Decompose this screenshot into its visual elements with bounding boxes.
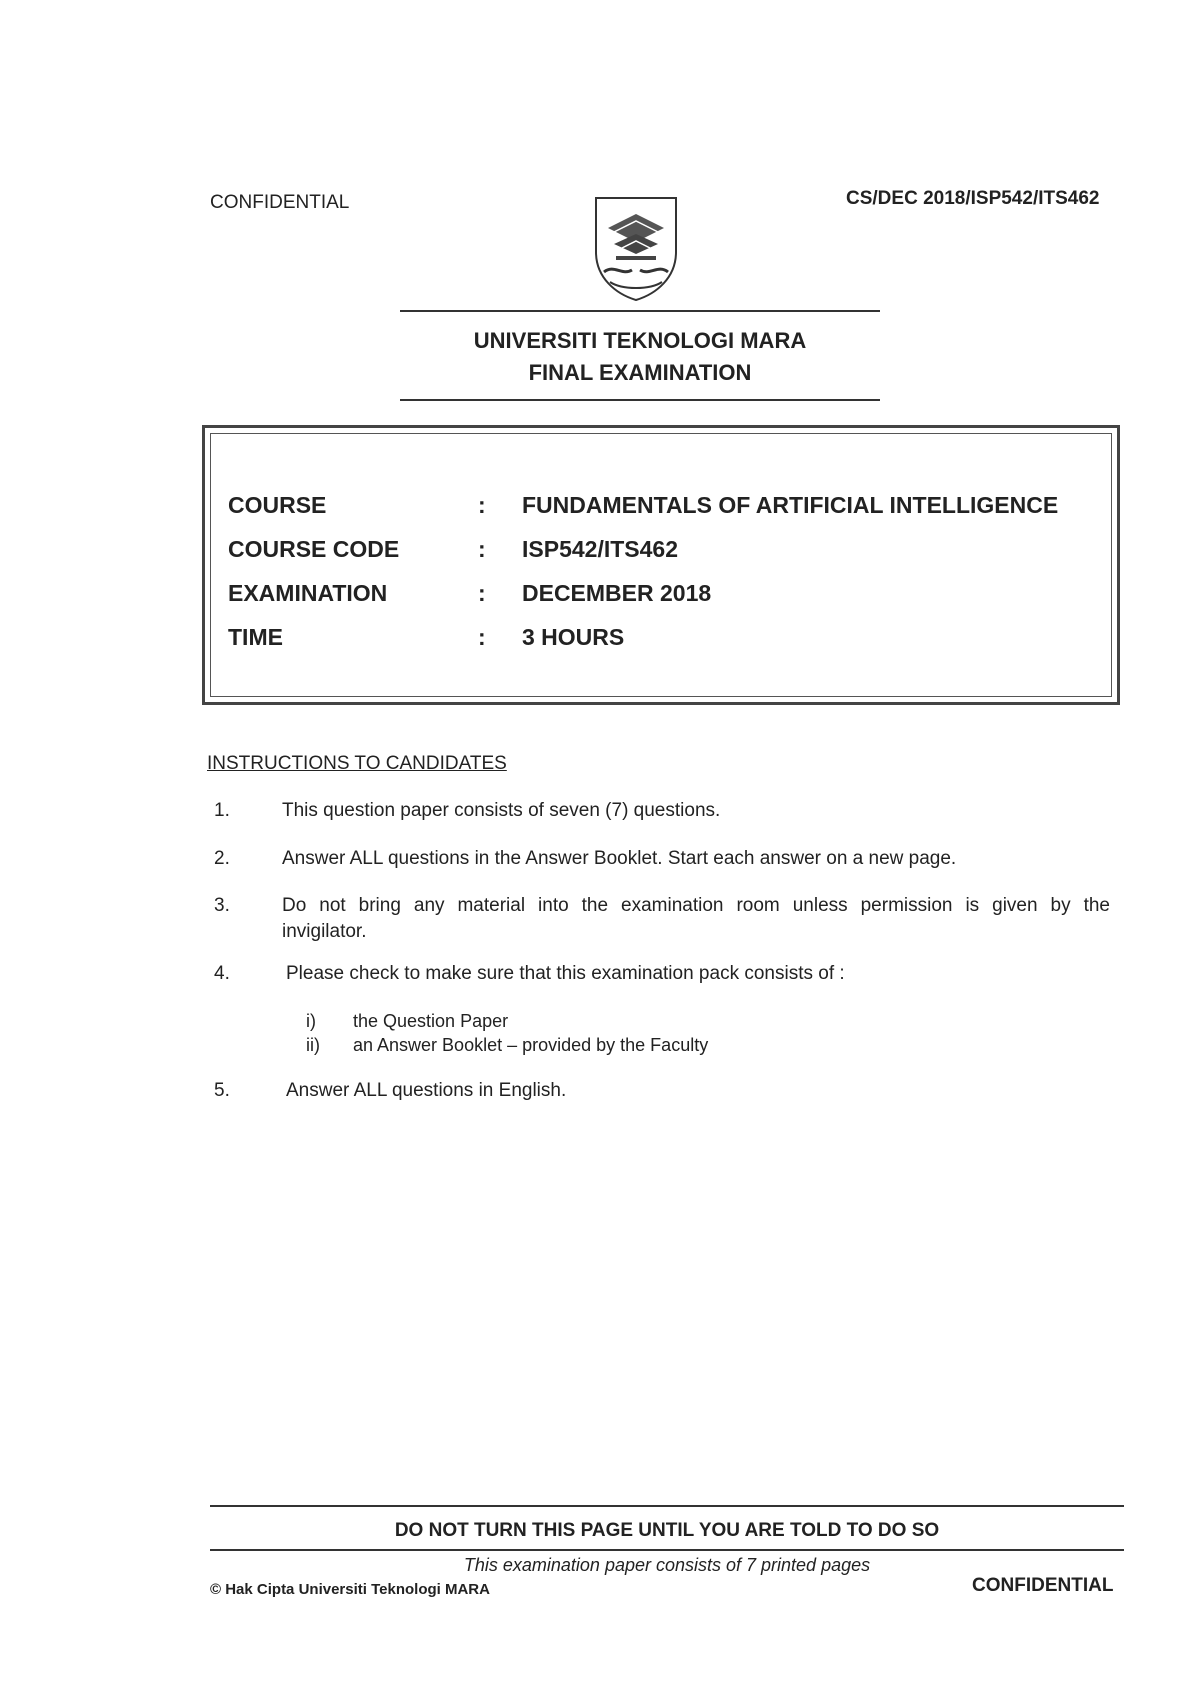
instruction-text: Answer ALL questions in English. (286, 1080, 567, 1101)
paper-code: CS/DEC 2018/ISP542/ITS462 (846, 188, 1100, 209)
university-crest-icon (592, 194, 680, 302)
footer-rule-top (210, 1505, 1124, 1507)
do-not-turn-warning: DO NOT TURN THIS PAGE UNTIL YOU ARE TOLD TO DO SO (394, 1520, 940, 1541)
course-label: COURSE (228, 492, 327, 518)
instruction-text: This question paper consists of seven (7) questions. (282, 800, 721, 821)
sub-item-number: i) (306, 1011, 316, 1031)
instruction-number: 3. (214, 895, 230, 916)
university-name: UNIVERSITI TEKNOLOGI MARA (473, 328, 807, 353)
sub-item-text: an Answer Booklet – provided by the Faculty (353, 1035, 709, 1055)
instruction-number: 2. (214, 848, 230, 869)
instructions-heading: INSTRUCTIONS TO CANDIDATES (207, 753, 507, 774)
course-code-label: COURSE CODE (228, 536, 400, 562)
instruction-text: Do not bring any material into the examination room unless permission is given by the (282, 895, 1110, 916)
copyright-notice: © Hak Cipta Universiti Teknologi MARA (210, 1581, 490, 1598)
course-code-value: ISP542/ITS462 (522, 536, 678, 562)
confidential-label-top: CONFIDENTIAL (210, 192, 350, 213)
footer-rule-bottom (210, 1549, 1124, 1551)
examination-value: DECEMBER 2018 (522, 580, 712, 606)
exam-type-title: FINAL EXAMINATION (528, 360, 752, 385)
time-label: TIME (228, 624, 283, 650)
course-colon: : (478, 492, 486, 518)
examination-label: EXAMINATION (228, 580, 388, 606)
course-value: FUNDAMENTALS OF ARTIFICIAL INTELLIGENCE (522, 492, 1059, 518)
course-info-box (202, 425, 1120, 705)
time-colon: : (478, 624, 486, 650)
title-rule-bottom (400, 399, 880, 401)
sub-item-number: ii) (306, 1035, 320, 1055)
course-code-colon: : (478, 536, 486, 562)
instruction-number: 5. (214, 1080, 230, 1101)
title-rule-top (400, 310, 880, 312)
instruction-number: 4. (214, 963, 230, 984)
page-count-note: This examination paper consists of 7 printed pages (463, 1555, 871, 1575)
instruction-text-continued: invigilator. (282, 921, 367, 942)
sub-item-text: the Question Paper (353, 1011, 509, 1031)
instruction-text: Please check to make sure that this examination pack consists of : (286, 963, 845, 984)
examination-colon: : (478, 580, 486, 606)
time-value: 3 HOURS (522, 624, 625, 650)
confidential-label-bottom: CONFIDENTIAL (972, 1575, 1114, 1596)
instruction-text: Answer ALL questions in the Answer Booklet. Start each answer on a new page. (282, 848, 957, 869)
instruction-number: 1. (214, 800, 230, 821)
